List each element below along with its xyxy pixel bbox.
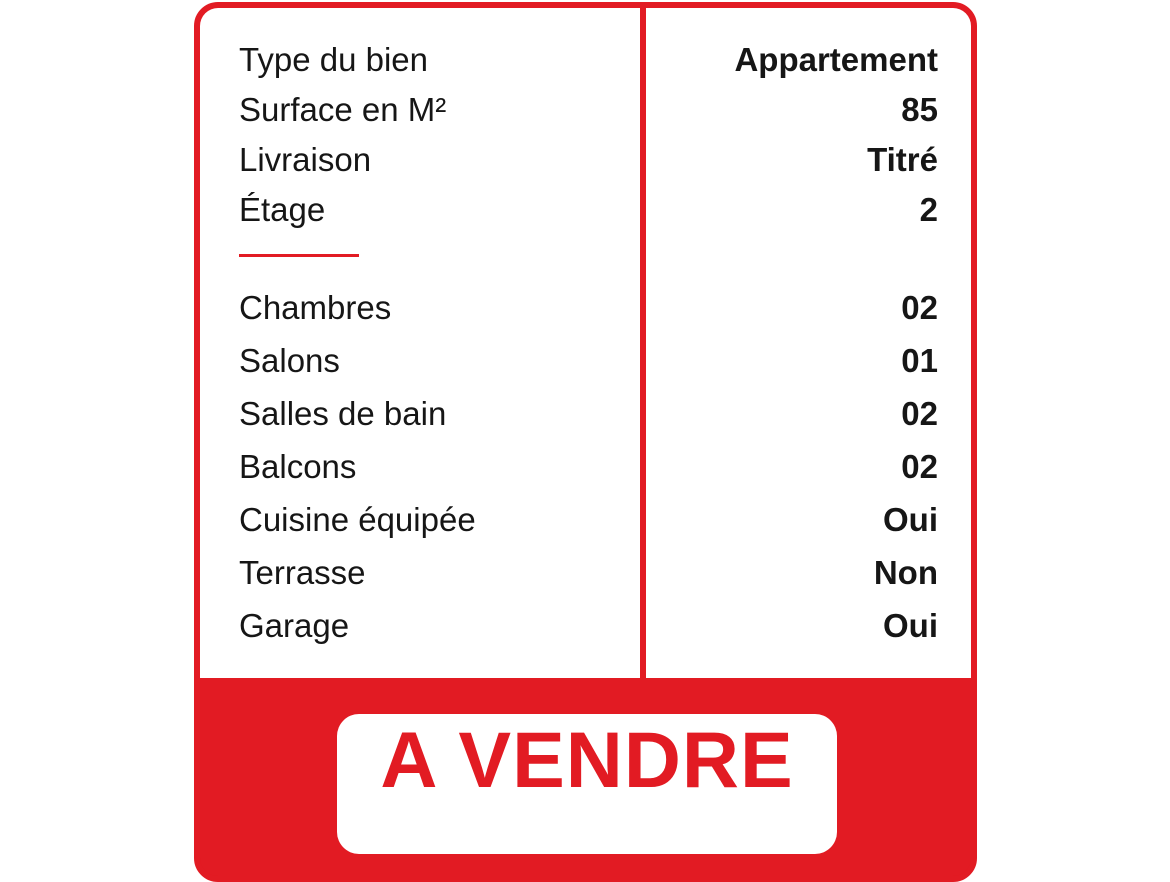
labels-column (200, 8, 640, 678)
value-garage: Oui (883, 606, 938, 644)
label-chambres: Chambres (239, 288, 392, 326)
label-livraison: Livraison (239, 141, 372, 178)
label-surface: Surface en M² (239, 91, 447, 128)
label-salles-de-bain: Salles de bain (239, 394, 447, 432)
value-type-du-bien: Appartement (734, 41, 938, 78)
a-vendre-label: A VENDRE (380, 715, 794, 804)
label-balcons: Balcons (239, 447, 357, 485)
value-terrasse: Non (873, 553, 938, 591)
section-divider-line (239, 254, 359, 257)
label-terrasse: Terrasse (239, 553, 366, 591)
label-type-du-bien: Type du bien (239, 41, 428, 78)
a-vendre-banner (337, 714, 837, 854)
label-cuisine-equipee: Cuisine équipée (239, 500, 476, 538)
details-table (200, 8, 971, 678)
divider-spacer (646, 235, 938, 281)
value-salles-de-bain: 02 (901, 394, 938, 432)
footer-red-band (200, 678, 971, 882)
value-etage: 2 (919, 191, 938, 228)
value-balcons: 02 (901, 447, 938, 485)
property-details-card (194, 2, 977, 882)
label-salons: Salons (239, 341, 340, 379)
value-livraison: Titré (867, 141, 938, 178)
value-cuisine-equipee: Oui (883, 500, 938, 538)
value-surface: 85 (901, 91, 938, 128)
value-salons: 01 (901, 341, 938, 379)
value-chambres: 02 (901, 288, 938, 326)
values-column (646, 8, 971, 678)
label-etage: Étage (239, 191, 326, 228)
label-garage: Garage (239, 606, 350, 644)
